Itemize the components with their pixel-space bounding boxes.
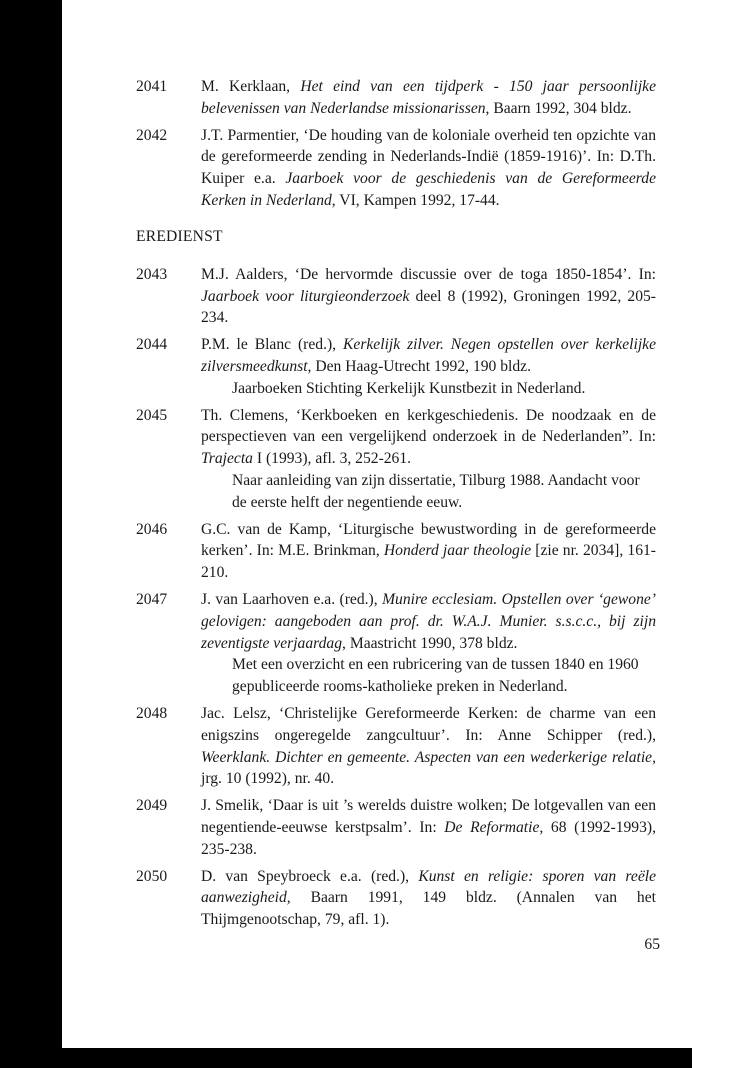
citation-text: G.C. van de Kamp, ‘Liturgische bewustwording in de gereformeerde kerken’. In: M.E. Brinkman, <box>201 520 656 560</box>
section-heading: EREDIENST <box>136 227 223 245</box>
citation-text: I (1993), afl. 3, 252-261. <box>252 450 412 468</box>
entry-number: 2043 <box>136 265 168 283</box>
bibliography-entry <box>136 76 656 120</box>
entry-citation <box>201 589 656 654</box>
citation-text: deel 8 (1992), Groningen 1992, 205-234. <box>201 287 656 327</box>
citation-title: Het eind van een tijdperk - 150 jaar persoonlijke belevenissen van Nederlandse missionarissen <box>201 78 656 117</box>
entry-list-b <box>136 264 656 931</box>
entry-number: 2050 <box>136 867 168 885</box>
citation-title: Kerkelijk zilver. Negen opstellen over kerkelijke zilversmeedkunst <box>201 336 656 375</box>
entry-number: 2046 <box>136 520 168 538</box>
entry-citation <box>201 76 656 120</box>
entry-number: 2049 <box>136 797 168 815</box>
entry-citation <box>201 334 656 378</box>
citation-title: De Reformatie, <box>444 818 544 836</box>
entry-annotation: Jaarboeken Stichting Kerkelijk Kunstbezit in Nederland. <box>232 379 586 397</box>
entry-list-a <box>136 76 656 212</box>
entry-number: 2044 <box>136 336 168 354</box>
entry-citation <box>201 703 656 790</box>
citation-title: Weerklank. Dichter en gemeente. Aspecten van een wederkerige relatie, <box>201 748 656 766</box>
citation-text: [zie nr. 2034], 161-210. <box>201 542 657 582</box>
bibliography-entry <box>136 795 656 860</box>
citation-text: D. van Speybroeck e.a. (red.), <box>201 867 419 885</box>
page-number: 65 <box>644 936 660 953</box>
citation-title: Honderd jaar theologie <box>383 542 532 560</box>
bibliography-entry <box>136 334 656 399</box>
citation-text: J.T. Parmentier, ‘De houding van de koloniale overheid ten opzichte van de gereformeerde zending in Nederlands-Indië (1859-1916)’. In: D.Th. Kuiper e.a. <box>201 126 656 188</box>
entry-citation <box>201 405 656 470</box>
citation-title: Kunst en religie: sporen van reële aanwezigheid, <box>201 867 656 907</box>
citation-text: 68 (1992-1993), 235-238. <box>201 818 656 858</box>
bibliography-entry <box>136 519 656 584</box>
citation-text: M. Kerklaan, <box>201 78 301 95</box>
entry-citation <box>201 125 656 212</box>
citation-text: , Den Haag-Utrecht 1992, 190 bldz. <box>307 357 531 375</box>
citation-title: Jaarboek voor de geschiedenis van de Gereformeerde Kerken in Nederland <box>201 170 656 209</box>
bibliography-entry <box>136 405 656 514</box>
entry-citation <box>201 264 656 329</box>
citation-text: , Maastricht 1990, 378 bldz. <box>342 634 518 652</box>
entry-citation <box>201 795 656 860</box>
entry-citation <box>201 866 656 931</box>
bibliography-entry <box>136 589 656 698</box>
entry-annotation: Met een overzicht en een rubricering van de tussen 1840 en 1960 gepubliceerde rooms-katholieke preken in Nederland. <box>232 656 639 696</box>
citation-text: M.J. Aalders, ‘De hervormde discussie over de toga 1850-1854’. In: <box>201 265 656 283</box>
bibliography-entry <box>136 866 656 931</box>
entry-number: 2047 <box>136 590 168 608</box>
citation-text: , VI, Kampen 1992, 17-44. <box>331 191 500 209</box>
citation-text: Baarn 1991, 149 bldz. (Annalen van het Thijmgenootschap, 79, afl. 1). <box>201 889 656 929</box>
citation-title: Jaarboek voor liturgieonderzoek <box>201 287 410 305</box>
bibliography-page <box>136 76 656 936</box>
citation-text: Jac. Lelsz, ‘Christelijke Gereformeerde Kerken: de charme van een enigszins ongeregelde zangcultuur’. In: Anne Schipper (red.), <box>201 704 656 744</box>
bibliography-entry <box>136 264 656 329</box>
citation-text: P.M. le Blanc (red.), <box>201 336 343 354</box>
entry-number: 2042 <box>136 126 168 144</box>
citation-text: J. van Laarhoven e.a. (red.), <box>201 590 383 608</box>
citation-title: Munire ecclesiam. Opstellen over ‘gewone’ gelovigen: aangeboden aan prof. dr. W.A.J. Munier. s.s.c.c., bij zijn zeventigste verjaardag <box>201 590 656 652</box>
citation-text: J. Smelik, ‘Daar is uit ’s werelds duistre wolken; De lotgevallen van een negentiende-eeuwse kerstpsalm’. In: <box>201 797 656 836</box>
entry-number: 2048 <box>136 704 168 722</box>
citation-text: , Baarn 1992, 304 bldz. <box>485 99 632 117</box>
entry-annotation: Naar aanleiding van zijn dissertatie, Tilburg 1988. Aandacht voor de eerste helft der negentiende eeuw. <box>232 471 640 511</box>
entry-number: 2041 <box>136 78 168 95</box>
citation-title: Trajecta <box>201 450 253 468</box>
citation-text: Th. Clemens, ‘Kerkboeken en kerkgeschiedenis. De noodzaak en de perspectieven van een vergelijkend onderzoek in de Nederlanden”. In: <box>201 406 656 446</box>
scan-border-bottom <box>62 1048 692 1068</box>
bibliography-entry <box>136 125 656 212</box>
entry-citation <box>201 519 656 584</box>
bibliography-entry <box>136 703 656 790</box>
citation-text: jrg. 10 (1992), nr. 40. <box>201 770 335 788</box>
scan-border-left <box>0 0 62 1068</box>
entry-number: 2045 <box>136 406 168 424</box>
